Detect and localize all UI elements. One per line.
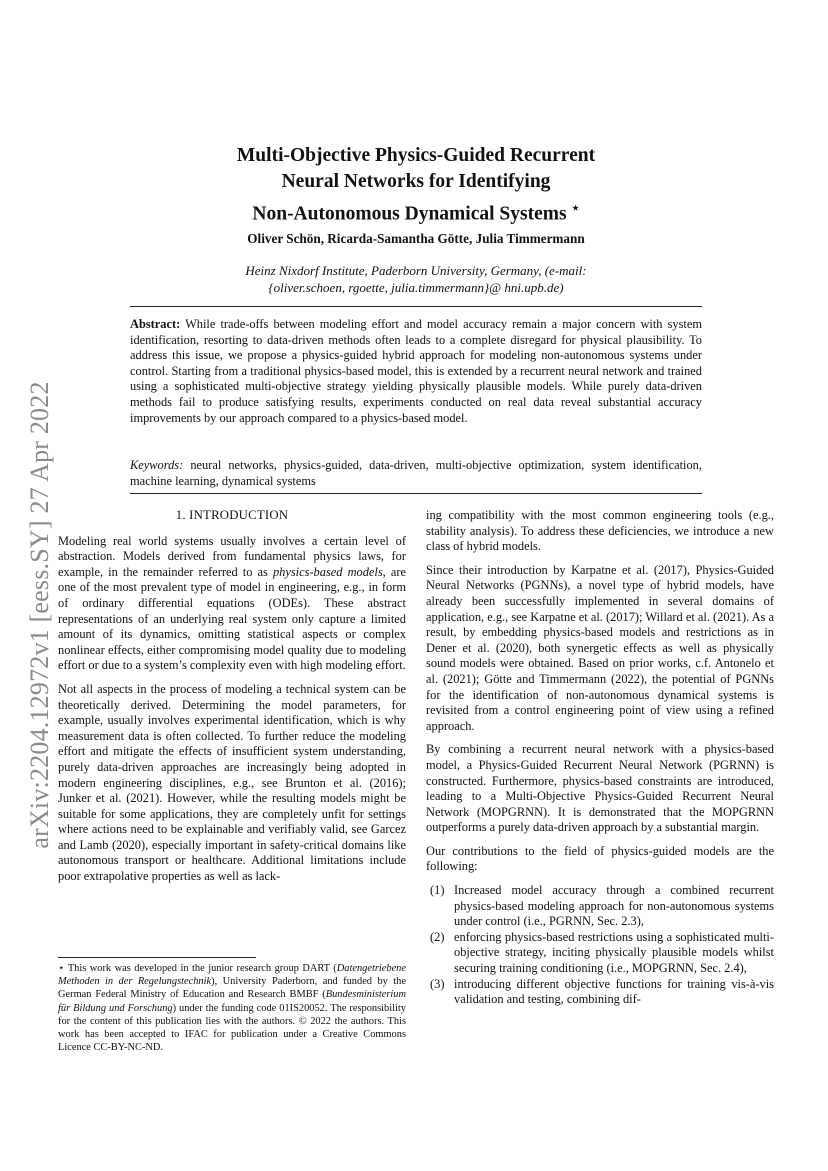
list-item-number: (2) bbox=[430, 929, 445, 944]
keywords bbox=[130, 458, 702, 489]
list-item bbox=[426, 883, 774, 930]
left-column bbox=[58, 508, 406, 893]
right-column bbox=[426, 508, 774, 1008]
paper-title bbox=[130, 143, 702, 228]
keywords-text: neural networks, physics-guided, data-driven, multi-objective optimization, system identification, machine learning, dynamical systems bbox=[130, 458, 702, 488]
footnote-rule bbox=[58, 957, 256, 958]
right-paragraph-pgnn: Since their introduction by Karpatne et al. (2017), Physics-Guided Neural Networks (PGNNs), a novel type of hybrid models, have already been successfully implemented in several domains of application, e.g., see Karpatne et al. (2017); Willard et al. (2021). As a result, by embedding physics-based models and restrictions as in Dener et al. (2020), both synergetic effects as well as physically sound models were obtained. Based on prior works, c.f. Antonelo et al. (2021); Götte and Timmermann (2022), the potential of PGNNs for the identification of non-autonomous dynamical systems is revisited from a control engineering point of view using a refined approach. bbox=[426, 562, 774, 733]
affiliation-line-1: Heinz Nixdorf Institute, Paderborn University, Germany, (e-mail: bbox=[245, 263, 587, 278]
right-paragraph-continuation: ing compatibility with the most common engineering tools (e.g., stability analysis). To address these deficiencies, we introduce a new class of hybrid models. bbox=[426, 508, 774, 554]
list-item-text: enforcing physics-based restrictions using a sophisticated multi-objective strategy, inciting physically plausible models whilst securing training conditioning (i.e., MOPGRNN, Sec. 2.4), bbox=[454, 929, 774, 976]
footnote-emphasis-2: Bundesministerium für Bildung und Forschung bbox=[58, 989, 406, 1014]
keywords-label: Keywords: bbox=[130, 458, 184, 472]
intro-p1-part-a: Modeling real world systems usually involves a certain level of abstraction. Models derived from fundamental physics laws, for example, in the remainder referred to as bbox=[58, 533, 406, 579]
intro-paragraph-1 bbox=[58, 534, 406, 674]
title-line-3 bbox=[130, 195, 702, 228]
header-rule-bottom bbox=[130, 493, 702, 494]
abstract-label: Abstract: bbox=[130, 317, 181, 331]
list-item-number: (3) bbox=[430, 976, 445, 991]
list-item bbox=[426, 930, 774, 977]
affiliation bbox=[130, 262, 702, 296]
affiliation-line-2: {oliver.schoen, rgoette, julia.timmermann}@ hni.upb.de) bbox=[268, 280, 564, 295]
title-line-3-text: Non-Autonomous Dynamical Systems bbox=[252, 203, 567, 225]
footnote-emphasis-1: Datengetriebene Methoden in der Regelungstechnik bbox=[58, 963, 406, 988]
footnote-star: ⋆ bbox=[58, 963, 65, 974]
author-list: Oliver Schön, Ricarda-Samantha Götte, Julia Timmermann bbox=[247, 231, 585, 246]
title-footnote-star: ⋆ bbox=[571, 200, 580, 215]
list-item bbox=[426, 977, 774, 1008]
contributions-list bbox=[426, 883, 774, 1008]
arxiv-identifier: arXiv:2204.12972v1 [eess.SY] 27 Apr 2022 bbox=[25, 381, 54, 849]
right-paragraph-contributions-intro: Our contributions to the field of physics-guided models are the following: bbox=[426, 843, 774, 874]
intro-p1-emphasis: physics-based models bbox=[272, 564, 383, 579]
header-rule-top bbox=[130, 306, 702, 307]
abstract-text: While trade-offs between modeling effort and model accuracy remain a major concern with system identification, resorting to data-driven methods often leads to a complete disregard for physical plausibility. To address this issue, we propose a physics-guided hybrid approach for modeling non-autonomous systems under control. Starting from a traditional physics-based model, this is extended by a recurrent neural network and trained using a sophisticated multi-objective strategy yielding physically plausible models. While purely data-driven methods fail to produce satisfying results, experiments conducted on real data reveal substantial accuracy improvements by our approach compared to a physics-based model. bbox=[130, 317, 702, 425]
title-line-1: Multi-Objective Physics-Guided Recurrent bbox=[236, 145, 596, 166]
footnote-part-c: ) under the funding code 01IS20052. The responsibility for the content of this publication lies with the authors. © 2022 the authors. This work has been accepted to IFAC for publication under a Creative Commons Licence CC-BY-NC-ND. bbox=[58, 1002, 406, 1054]
list-item-text: Increased model accuracy through a combined recurrent physics-based modeling approach for non-autonomous systems under control (i.e., PGRNN, Sec. 2.3), bbox=[454, 883, 774, 929]
intro-p1-part-b: , are one of the most prevalent type of model in engineering, e.g., in form of ordinary differential equations (ODEs). These abstract representations of an underlying real system only capture a limited amount of its dynamics, omitting statistical aspects or complex nonlinear effects, either compromising model quality due to modeling effort or due to a system’s complexity even with high modeling effort. bbox=[58, 564, 406, 673]
footnote-part-b: ), University Paderborn, and funded by the German Federal Ministry of Education and Research BMBF ( bbox=[58, 976, 406, 1001]
list-item-text: introducing different objective functions for training vis-à-vis validation and testing, combining dif- bbox=[454, 976, 774, 1007]
right-paragraph-pgrnn: By combining a recurrent neural network with a physics-based model, a Physics-Guided Recurrent Neural Network (PGRNN) is constructed. Furthermore, physics-based constraints are introduced, leading to a Multi-Objective Physics-Guided Recurrent Neural Network (MOPGRNN). It is demonstrated that the MOPGRNN outperforms a purely data-driven approach by a substantial margin. bbox=[426, 742, 774, 835]
intro-paragraph-2: Not all aspects in the process of modeling a technical system can be theoretically derived. Determining the model parameters, for example, usually involves experimental identification, which is why measurement data is often collected. To further reduce the modeling effort and mitigate the effects of insufficient system understanding, purely data-driven approaches are increasingly being adopted in modern engineering disciplines, e.g., see Brunton et al. (2016); Junker et al. (2021). However, while the resulting models might be suitable for some applications, they are completely unfit for settings where actions need to be explainable and verifiably valid, see Garcez and Lamb (2020), especially important in safety-critical domains like autonomous transport or healthcare. Additional limitations include poor extrapolative properties as well as lack- bbox=[58, 681, 406, 884]
list-item-number: (1) bbox=[430, 883, 445, 898]
footnote-part-a: This work was developed in the junior research group DART ( bbox=[64, 963, 337, 974]
section-heading-introduction: 1. INTRODUCTION bbox=[175, 508, 289, 522]
title-line-2: Neural Networks for Identifying bbox=[281, 171, 551, 192]
abstract bbox=[130, 317, 702, 426]
footnote bbox=[58, 962, 406, 1054]
